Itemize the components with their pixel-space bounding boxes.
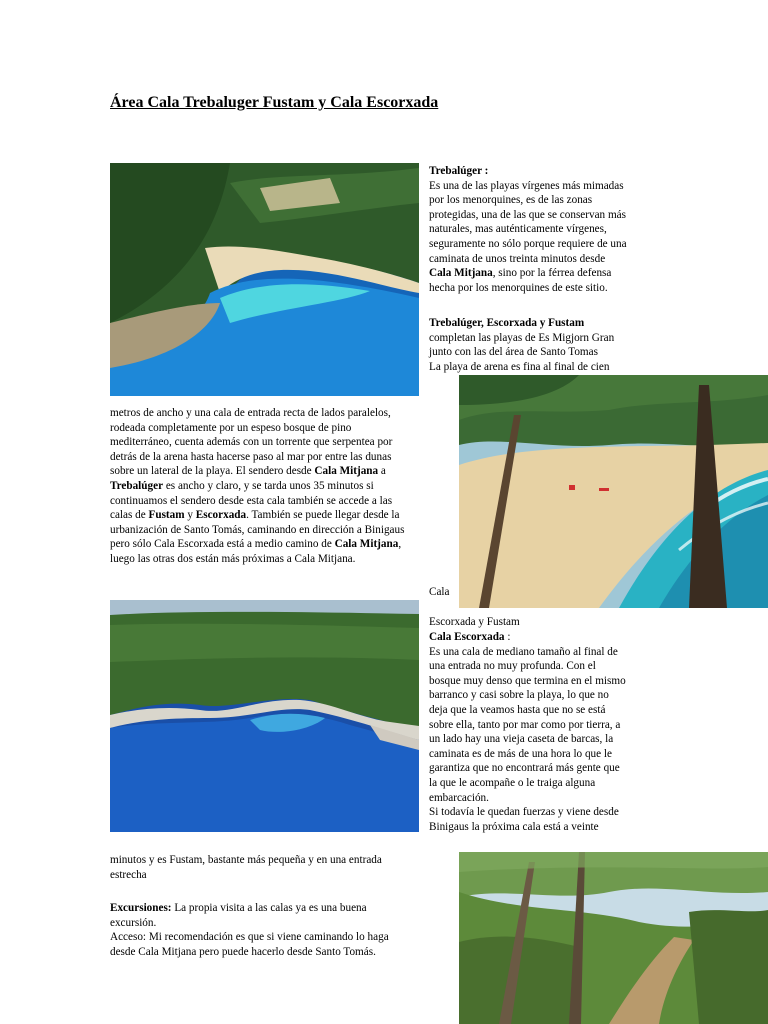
text-line: Es una de las playas vírgenes más mimadas [429,179,624,192]
text-line: por los menorquines, es de las zonas [429,194,593,207]
text-line: sobre ella, tanto por mar como por tierra, a [429,718,621,731]
text-line: rodeada completamente por un espeso bosque de pino [110,421,352,434]
photo-trebaluger-aerial [110,163,419,396]
text-line [110,508,460,523]
text-line: un lado hay una vieja caseta de barcas, la [429,733,614,746]
bold-trebaluger: Trebalúger [110,479,164,492]
bold-fustam: Fustam [148,509,185,522]
text-line: una entrada no muy profunda. Con el [429,660,596,673]
text-fragment: , sino por la férrea defensa [492,267,612,280]
text-line: desde Cala Mitjana pero puede hacerlo desde Santo Tomás. [110,945,376,958]
text-fragment: calas de [110,509,149,522]
text-line: completan las playas de Es Migjorn Gran [429,331,615,344]
text-line: urbanización de Santo Tomás, caminando en dirección a Binigaus [110,523,405,536]
text-line: Binigaus la próxima cala está a veinte [429,820,599,833]
text-line: Es una cala de mediano tamaño al final de [429,645,618,658]
photo-escorxada-aerial [110,600,419,832]
text-line: barranco y casi sobre la playa, lo que no [429,689,609,702]
text-fragment: . También se puede llegar desde la [246,509,400,522]
text-line: naturales, mas auténticamente vírgenes, [429,223,607,236]
text-fragment: , [398,538,402,551]
text-fragment: La propia visita a las calas ya es una buena [171,902,367,914]
page-title: Área Cala Trebaluger Fustam y Cala Escorxada [110,94,439,111]
heading-cala-escorxada: Cala Escorxada [429,631,505,643]
text-line [429,266,669,281]
photo-beach-pines [459,375,768,608]
bold-cala-mitjana: Cala Mitjana [429,267,493,280]
heading-line [429,630,674,645]
text-line: Si todavía le quedan fuerzas y viene desde [429,806,619,819]
text-line [110,479,460,494]
caption-cala: Cala [429,586,450,598]
text-fragment: sobre un lateral de la playa. El sendero desde [110,465,315,478]
text-fragment: y [184,509,196,522]
text-line: metros de ancho y una cala de entrada recta de lados paralelos, [110,407,391,419]
caption-escorxada-fustam: Escorxada y Fustam [429,616,520,628]
text-line: caminata es de más de una hora lo que le [429,747,612,760]
text-line: hecha por los menorquines de este sitio. [429,281,608,294]
text-line: minutos y es Fustam, bastante más pequeña y en una entrada [110,854,382,866]
label-excursiones: Excursiones: [110,902,172,914]
text-line: deja que la veamos hasta que no se está [429,703,606,716]
text-line: protegidas, una de las que se conservan más [429,208,626,221]
text-line: mediterráneo, cuenta además con un torrente que serpentea por [110,436,393,449]
text-line [110,464,460,479]
text-line: la que le acompañe o le traiga alguna [429,776,596,789]
heading-trebaluger-escorxada-fustam: Trebalúger, Escorxada y Fustam [429,317,585,329]
text-line: luego las otras dos están más próximas a Cala Mitjana. [110,552,356,565]
text-line: continuamos el sendero desde esta cala también se accede a las [110,494,393,507]
text-fragment: : [504,631,511,643]
text-line: excursión. [110,916,157,929]
text-line: embarcación. [429,791,489,804]
bold-cala-mitjana: Cala Mitjana [314,465,379,478]
text-line [110,537,460,552]
text-line: seguramente no sólo porque requiere de una [429,237,627,250]
bold-cala-mitjana: Cala Mitjana [334,538,399,551]
text-line: bosque muy denso que termina en el mismo [429,674,626,687]
text-fragment: es ancho y claro, y se tarda unos 35 minutos si [163,479,374,492]
text-line: junto con las del área de Santo Tomas [429,346,598,359]
text-line: Acceso: Mi recomendación es que si viene caminando lo haga [110,931,389,944]
photo-forest-path [459,852,768,1024]
text-line: estrecha [110,868,147,881]
text-fragment: pero sólo Cala Escorxada está a medio camino de [110,538,335,551]
text-line: La playa de arena es fina al final de cien [429,360,610,373]
bold-escorxada: Escorxada [195,509,247,522]
heading-trebaluger: Trebalúger : [429,165,489,177]
text-line: caminata de unos treinta minutos desde [429,252,606,265]
text-line: detrás de la arena hasta hacerse paso al mar por entre las dunas [110,450,392,463]
text-line: garantiza que no encontrará más gente que [429,762,620,775]
text-line [110,901,455,916]
text-fragment: a [378,465,386,478]
